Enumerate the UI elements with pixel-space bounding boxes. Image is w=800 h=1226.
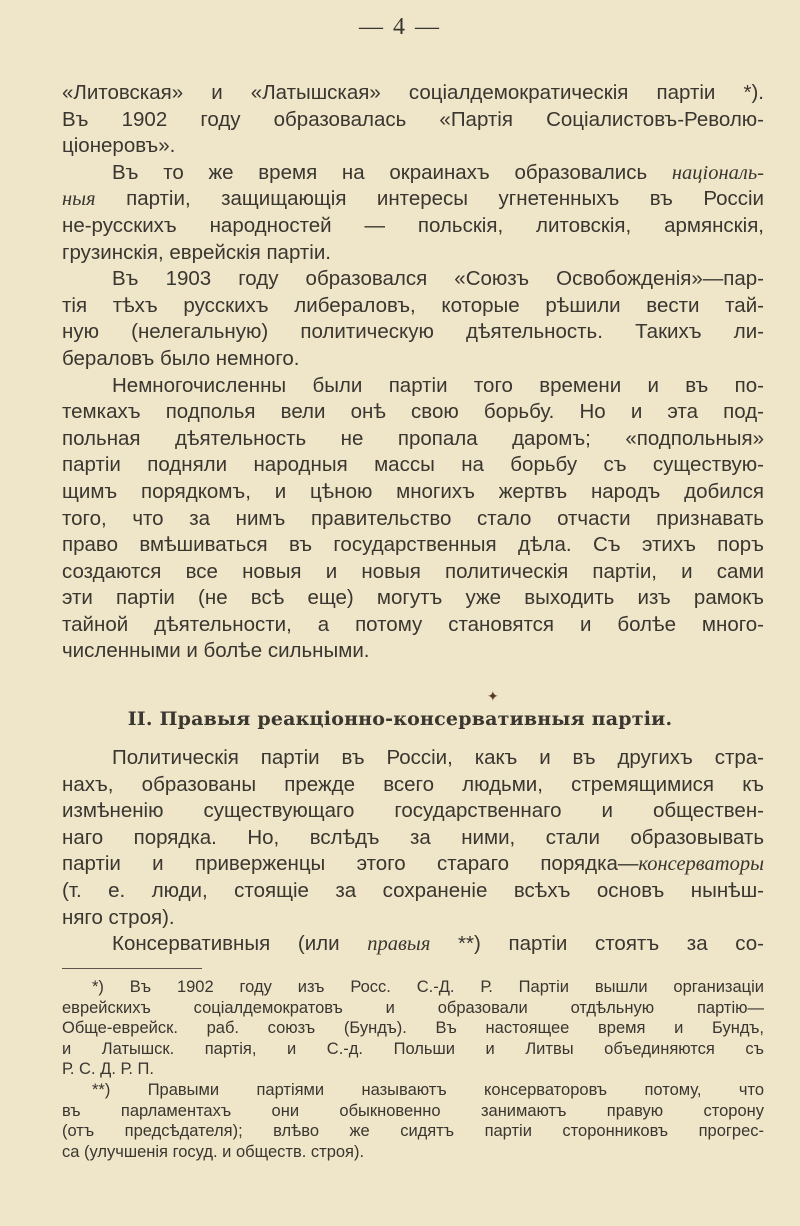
text-line: ную (нелегальную) политическую дѣятельность. Такихъ ли- bbox=[62, 320, 764, 344]
footnote-line: еврейскихъ соціалдемократовъ и образовали отдѣльную партію— bbox=[62, 998, 764, 1017]
text-line: бераловъ было немного. bbox=[62, 346, 300, 370]
text-line: грузинскія, еврейскія партіи. bbox=[62, 240, 331, 264]
section-heading: II. Правыя реакціонно-консервативныя партіи. bbox=[127, 708, 673, 730]
italic-term-continued: ныя bbox=[62, 188, 96, 211]
text-line: того, что за нимъ правительство стало отчасти признавать bbox=[62, 506, 764, 530]
text-line: «Литовская» и «Латышская» соціалдемократическія партіи *). bbox=[62, 81, 764, 104]
text-line: тія тѣхъ русскихъ либераловъ, которые рѣшили вести тай- bbox=[62, 293, 764, 317]
text-span: Консервативныя (или bbox=[112, 932, 340, 956]
text-line: Политическія партіи въ Россіи, какъ и въ другихъ стра- bbox=[112, 746, 764, 769]
italic-term: правыя bbox=[367, 933, 431, 956]
text-line: создаются все новыя и новыя политическія партіи, и сами bbox=[62, 559, 764, 583]
text-line: тайной дѣятельности, а потому становятся и болѣе много- bbox=[62, 612, 764, 636]
footnote-line: въ парламентахъ они обыкновенно занимаютъ правую сторону bbox=[62, 1101, 764, 1120]
text-line: Въ 1903 году образовался «Союзъ Освобожденія»—пар- bbox=[112, 267, 764, 291]
footnote-line: (отъ предсѣдателя); влѣво же сидятъ партіи сторонниковъ прогрес- bbox=[62, 1122, 764, 1141]
footnote-line: Обще-еврейск. раб. союзъ (Бундъ). Въ настоящее время и Бундъ, bbox=[62, 1019, 764, 1038]
text-line: щимъ порядкомъ, и цѣною многихъ жертвъ народъ добился bbox=[62, 479, 764, 503]
text-line: ціонеровъ». bbox=[62, 134, 176, 158]
text-line: наго порядка. Но, вслѣдъ за ними, стали образовывать bbox=[62, 825, 764, 849]
text-line: Въ 1902 году образовалась «Партія Соціалистовъ-Револю- bbox=[62, 107, 764, 131]
text-line: численными и болѣе сильными. bbox=[62, 639, 370, 663]
text-line: эти партіи (не всѣ еще) могутъ уже выходить изъ рамокъ bbox=[62, 586, 764, 610]
text-line: право вмѣшиваться въ государственныя дѣла. Съ этихъ поръ bbox=[62, 533, 764, 557]
text-line: нахъ, образованы прежде всего людьми, стремящимися къ bbox=[62, 772, 764, 796]
ink-mark: ✦ bbox=[487, 688, 499, 704]
footnote-divider bbox=[62, 968, 202, 969]
text-span: партіи, защищающія интересы угнетенныхъ въ Россіи bbox=[95, 187, 764, 211]
text-line bbox=[62, 160, 764, 187]
italic-term: консерваторы bbox=[638, 853, 764, 876]
section2-body bbox=[62, 745, 764, 958]
text-line: Немногочисленны были партіи того времени и въ по- bbox=[112, 373, 764, 397]
footnote-line: са (улучшенія госуд. и обществ. строя). bbox=[62, 1142, 365, 1161]
page-number: — 4 — bbox=[359, 14, 441, 40]
text-span: **) партіи стоятъ за со- bbox=[458, 932, 764, 956]
section1-body bbox=[62, 80, 764, 665]
footnote-line: *) Въ 1902 году изъ Росс. С.-Д. Р. Партіи вышли организаціи bbox=[92, 978, 764, 996]
text-line: не-русскихъ народностей — польскія, литовскія, армянскія, bbox=[62, 213, 764, 237]
footnotes bbox=[62, 977, 764, 1162]
italic-term: національ- bbox=[671, 161, 764, 184]
text-line bbox=[62, 931, 764, 958]
footnote-line: **) Правыми партіями называютъ консерваторовъ потому, что bbox=[92, 1080, 764, 1099]
text-line: няго строя). bbox=[62, 905, 175, 929]
text-line: темкахъ подполья вели онѣ свою борьбу. Но и эта под- bbox=[62, 400, 764, 424]
footnote-line: Р. С. Д. Р. П. bbox=[62, 1060, 154, 1079]
text-span: партіи и приверженцы этого стараго порядка— bbox=[62, 852, 639, 876]
text-line: измѣненію существующаго государственнаго и обществен- bbox=[62, 799, 764, 823]
text-line: партіи подняли народныя массы на борьбу съ существую- bbox=[62, 453, 764, 477]
text-line: (т. е. люди, стоящіе за сохраненіе всѣхъ основъ нынѣш- bbox=[62, 878, 764, 902]
text-line: польная дѣятельность не пропала даромъ; «подпольныя» bbox=[62, 426, 764, 450]
text-span: Въ то же время на окраинахъ образовались bbox=[112, 160, 648, 184]
footnote-line: и Латышск. партія, и С.-д. Польши и Литвы объединяются съ bbox=[62, 1039, 764, 1058]
text-line bbox=[62, 851, 764, 878]
text-line bbox=[62, 186, 764, 213]
